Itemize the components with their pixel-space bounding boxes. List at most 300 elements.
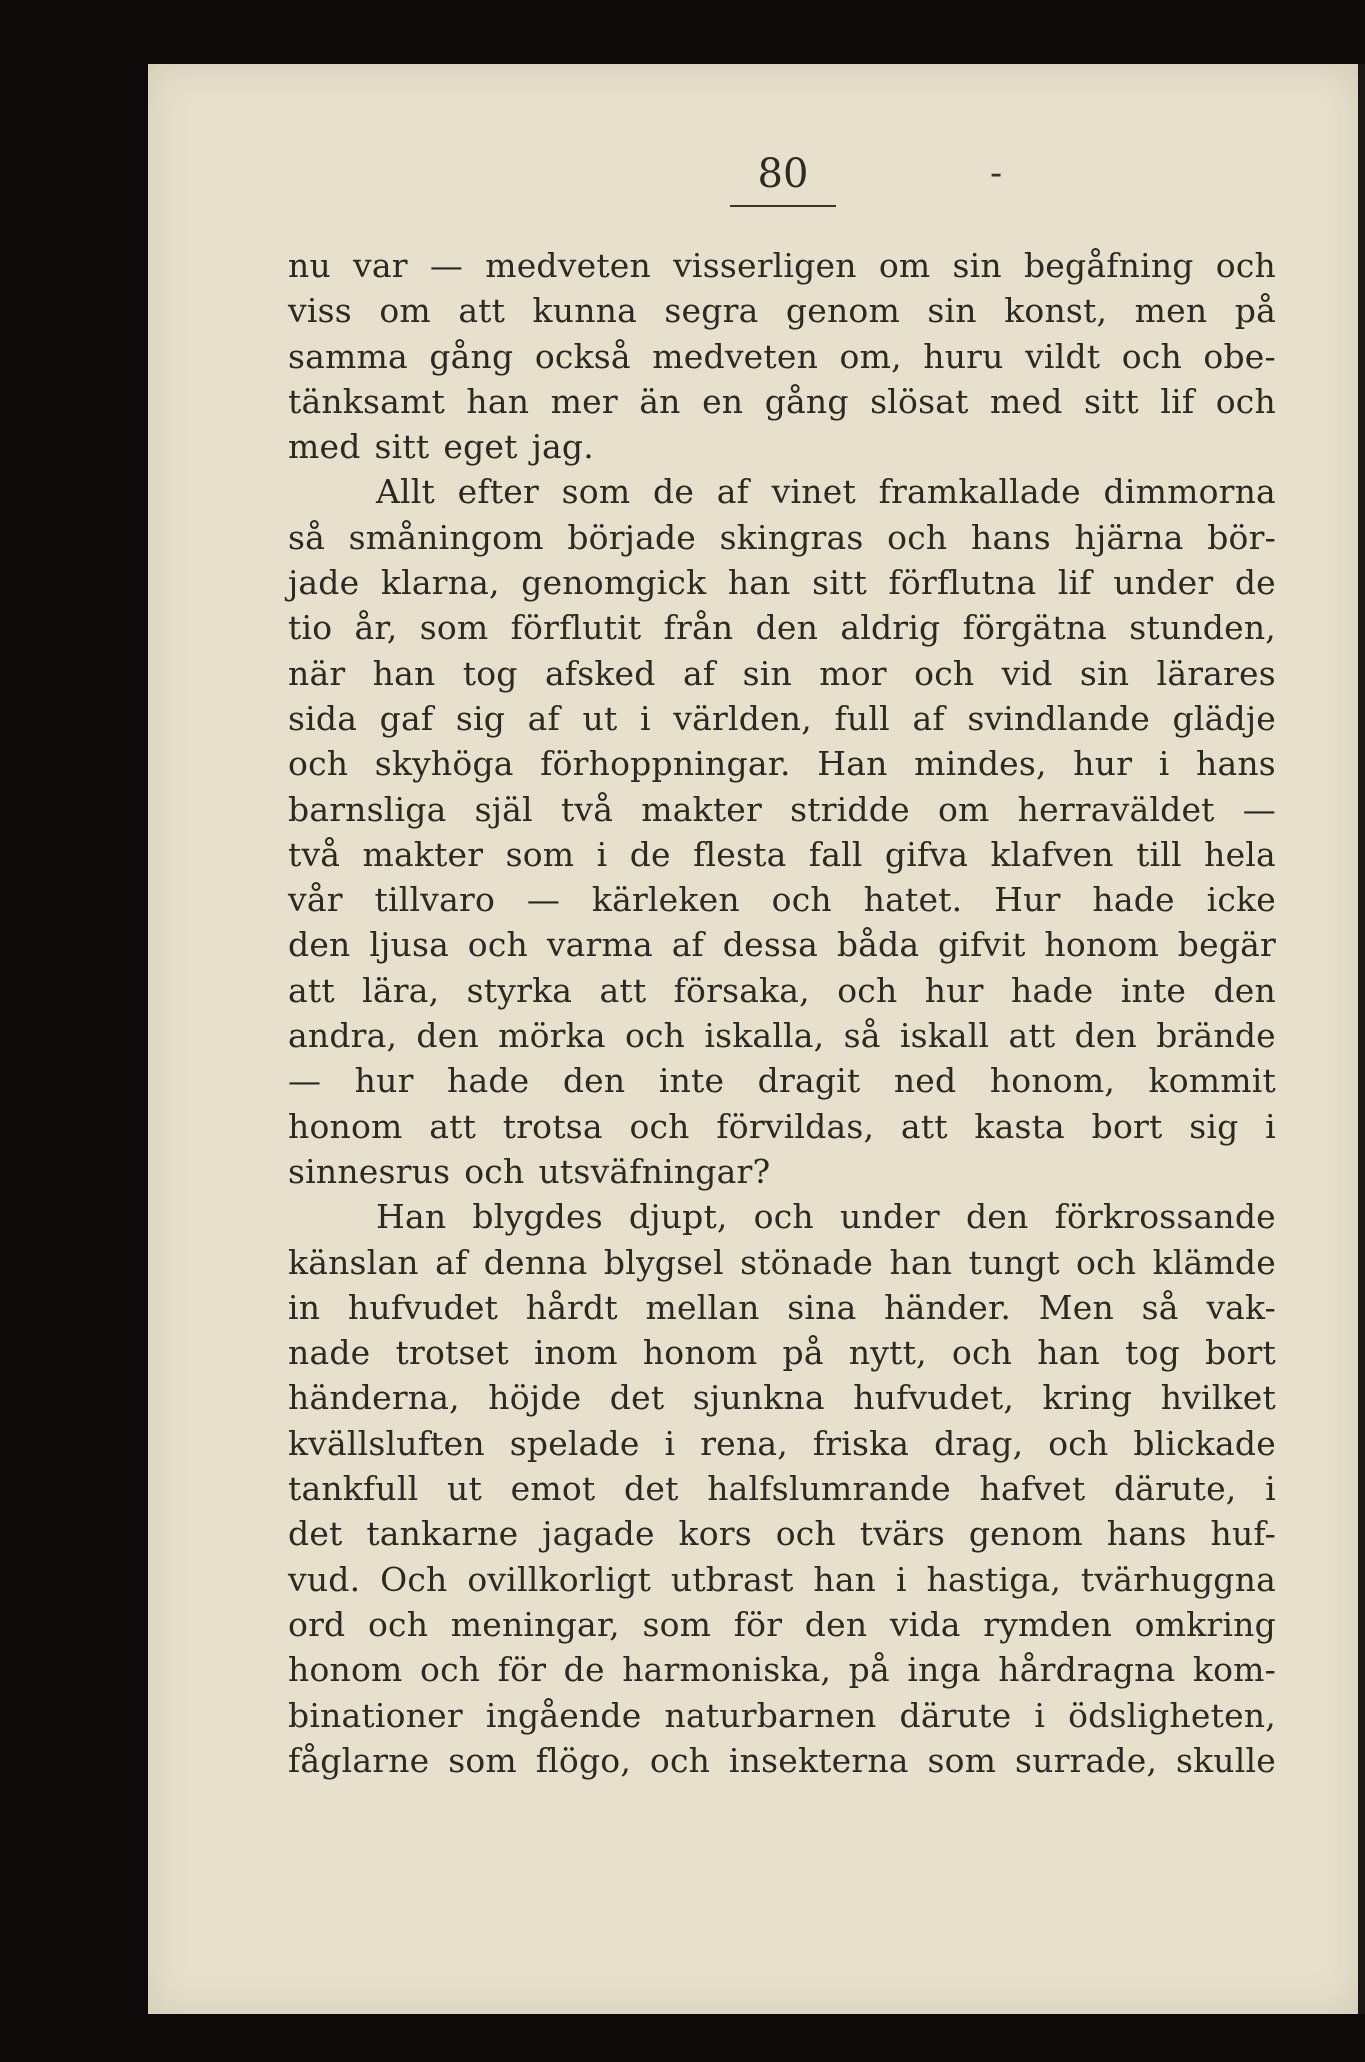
word: gaf <box>379 698 434 738</box>
word: hur <box>354 1061 414 1101</box>
body-text <box>288 243 1276 1783</box>
word: förhoppningar. <box>540 744 791 784</box>
word: klämde <box>1152 1242 1276 1282</box>
word: sig <box>455 698 506 738</box>
word: binationer <box>288 1695 463 1735</box>
word: slösat <box>870 381 969 421</box>
word: förgätna <box>962 608 1108 648</box>
word: af <box>435 1242 468 1282</box>
text-line <box>288 696 1276 741</box>
word: kors <box>678 1514 752 1554</box>
word: af <box>671 925 704 965</box>
word: den <box>562 1061 626 1101</box>
word: och <box>771 880 832 920</box>
word: gång <box>764 381 849 421</box>
word: rymden <box>983 1604 1113 1644</box>
word: utsväfningar? <box>538 1151 771 1191</box>
word: med <box>990 381 1063 421</box>
word: småningom <box>348 517 544 557</box>
word: sida <box>288 698 358 738</box>
word: naturbarnen <box>664 1695 877 1735</box>
word: flögo, <box>535 1740 632 1780</box>
word: år, <box>354 608 398 648</box>
word: och <box>649 1740 711 1780</box>
word: med <box>288 427 361 467</box>
word: insekterna <box>728 1740 909 1780</box>
word: nu <box>288 246 331 285</box>
word: kvällsluften <box>288 1423 485 1463</box>
word: därute <box>899 1695 1012 1735</box>
word: trotset <box>395 1333 509 1373</box>
text-line <box>288 968 1276 1013</box>
word: mer <box>550 381 618 421</box>
word: i <box>596 834 608 874</box>
page-dash-mark: - <box>990 153 1003 194</box>
word: så <box>843 1016 881 1056</box>
word: de <box>1234 563 1276 603</box>
word: bör- <box>1207 517 1276 557</box>
word: Hur <box>994 880 1061 920</box>
word: händerna, <box>288 1378 460 1418</box>
text-line <box>288 1375 1276 1420</box>
word: lif <box>1057 563 1092 603</box>
text-line <box>288 1058 1276 1103</box>
word: bort <box>1205 1333 1276 1373</box>
word: efter <box>457 472 539 512</box>
word: kring <box>1042 1378 1133 1418</box>
word: mellan <box>645 1287 760 1327</box>
word: tvärs <box>859 1514 946 1554</box>
word: — <box>288 1061 322 1101</box>
word: två <box>560 789 614 829</box>
word: hans <box>1196 744 1276 784</box>
word: drag, <box>934 1423 1024 1463</box>
word: hans <box>1106 1514 1187 1554</box>
word: friska <box>812 1423 910 1463</box>
word: som <box>448 1740 517 1780</box>
word: den <box>416 1016 479 1056</box>
text-line <box>288 605 1276 650</box>
word: inte <box>1120 970 1187 1010</box>
word: det <box>609 1378 665 1418</box>
word: obe- <box>1203 336 1276 376</box>
text-line <box>288 787 1276 832</box>
text-line <box>288 1104 1276 1149</box>
word: den <box>755 608 819 648</box>
word: i <box>639 698 651 738</box>
word: hade <box>447 1061 530 1101</box>
text-line <box>288 1738 1276 1783</box>
word: hårdragna <box>998 1650 1176 1690</box>
text-line <box>288 288 1276 333</box>
word: i <box>1158 744 1170 784</box>
word: herraväldet <box>1017 789 1215 829</box>
word: om <box>379 291 431 331</box>
word: mörka <box>498 1016 606 1056</box>
word: den <box>804 1604 868 1644</box>
text-line <box>288 1285 1276 1330</box>
word: hans <box>970 517 1051 557</box>
word: och <box>837 970 898 1010</box>
word: begåfning <box>1023 246 1194 285</box>
word: han <box>1037 1333 1100 1373</box>
text-line <box>288 560 1276 605</box>
word: tankarne <box>366 1514 519 1554</box>
word: huru <box>923 336 1004 376</box>
word: det <box>288 1514 343 1554</box>
word: konst, <box>1004 291 1108 331</box>
word: genom <box>968 1514 1083 1554</box>
word: full <box>834 698 890 738</box>
word: sin <box>742 653 792 693</box>
text-line <box>288 334 1276 379</box>
word: i <box>1265 1106 1276 1146</box>
word: och <box>914 653 975 693</box>
word: honom <box>288 1106 403 1146</box>
word: vud. <box>288 1559 361 1599</box>
word: vår <box>288 880 343 920</box>
word: den <box>965 1197 1029 1237</box>
word: af <box>527 698 560 738</box>
word: mindes, <box>914 744 1047 784</box>
word: om, <box>839 336 902 376</box>
word: omkring <box>1134 1604 1276 1644</box>
word: sina <box>787 1287 857 1327</box>
word: — <box>526 880 561 920</box>
word: han <box>813 1559 877 1599</box>
word: de <box>629 834 671 874</box>
word: kunna <box>532 291 637 331</box>
word: på <box>782 1333 824 1373</box>
word: ingående <box>485 1695 642 1735</box>
text-line <box>288 469 1276 514</box>
word: styrka <box>466 970 573 1010</box>
word: huf- <box>1210 1514 1276 1554</box>
word: höjde <box>488 1378 582 1418</box>
word: och <box>367 1604 429 1644</box>
text-line <box>288 1421 1276 1466</box>
word: tänksamt <box>288 381 445 421</box>
word: vid <box>1001 653 1053 693</box>
word: sin <box>1079 653 1130 693</box>
word: fåglarne <box>288 1740 430 1780</box>
text-line <box>288 1557 1276 1602</box>
word: iskall <box>899 1016 990 1056</box>
word: inga <box>907 1650 981 1690</box>
word: hatet. <box>863 880 963 920</box>
word: blygsel <box>603 1242 724 1282</box>
word: tankfull <box>288 1469 419 1509</box>
word: fall <box>808 834 863 874</box>
word: svindlande <box>967 698 1150 738</box>
word: och <box>1215 246 1276 285</box>
word: gifvit <box>938 925 1026 965</box>
word: från <box>663 608 734 648</box>
word: hade <box>1092 880 1175 920</box>
word: kommit <box>1148 1061 1276 1101</box>
word: Han <box>817 744 888 784</box>
text-line <box>288 1647 1276 1692</box>
word: sin <box>927 291 977 331</box>
word: honom, <box>989 1061 1116 1101</box>
word: och <box>775 1514 836 1554</box>
word: gifva <box>884 834 969 874</box>
word: ödsligheten, <box>1068 1695 1276 1735</box>
word: sitt <box>812 563 867 603</box>
word: sinnesrus <box>288 1151 451 1191</box>
word: två <box>288 834 341 874</box>
word: och <box>288 744 349 784</box>
word: halfslumrande <box>707 1469 951 1509</box>
word: in <box>288 1287 321 1327</box>
text-line <box>288 515 1276 560</box>
word: skyhöga <box>374 744 514 784</box>
text-line <box>288 424 1276 469</box>
word: — <box>429 246 464 285</box>
word: emot <box>510 1469 596 1509</box>
word: tog <box>462 653 518 693</box>
word: af <box>682 653 716 693</box>
text-line <box>288 1466 1276 1511</box>
word: tvärhuggna <box>1080 1559 1276 1599</box>
word: som <box>927 1740 997 1780</box>
word: hur <box>924 970 984 1010</box>
word: sin <box>952 246 1002 285</box>
text-line <box>288 1149 1276 1194</box>
word: glädje <box>1172 698 1276 738</box>
word: makter <box>641 789 762 829</box>
word: de <box>653 472 695 512</box>
word: därute, <box>1113 1469 1237 1509</box>
text-line <box>288 1511 1276 1556</box>
word: en <box>702 381 744 421</box>
word: i <box>1034 1695 1046 1735</box>
word: segra <box>664 291 759 331</box>
word: att <box>599 970 647 1010</box>
word: försaka, <box>673 970 810 1010</box>
word: och <box>1121 336 1182 376</box>
word: Han <box>376 1197 447 1237</box>
word: att <box>458 291 506 331</box>
word: utbrast <box>670 1559 794 1599</box>
word: nytt, <box>848 1333 927 1373</box>
word: tungt <box>968 1242 1060 1282</box>
word: förvildas, <box>716 1106 875 1146</box>
word: jade <box>288 563 360 603</box>
word: gång <box>429 336 514 376</box>
word: begär <box>1177 925 1276 965</box>
word: lära, <box>362 970 440 1010</box>
word: jag. <box>531 427 594 467</box>
text-line <box>288 877 1276 922</box>
word: så <box>288 517 326 557</box>
word: kärleken <box>591 880 740 920</box>
word: af <box>716 472 750 512</box>
word: jagade <box>542 1514 655 1554</box>
word: hjärna <box>1074 517 1184 557</box>
word: han <box>372 653 436 693</box>
word: visserligen <box>673 246 857 285</box>
word: var <box>353 246 408 285</box>
word: också <box>534 336 631 376</box>
word: de <box>563 1650 605 1690</box>
word: tio <box>288 608 333 648</box>
word: hufvudet <box>347 1287 499 1327</box>
word: hufvudet, <box>853 1378 1015 1418</box>
word: skulle <box>1175 1740 1276 1780</box>
word: tillvaro <box>374 880 496 920</box>
word: eget <box>443 427 518 467</box>
text-line <box>288 741 1276 786</box>
word: i <box>664 1423 676 1463</box>
word: Och <box>380 1559 448 1599</box>
word: — <box>1242 789 1276 829</box>
word: makter <box>362 834 484 874</box>
word: den <box>1074 1016 1137 1056</box>
word: än <box>639 381 681 421</box>
word: inom <box>533 1333 618 1373</box>
word: brände <box>1156 1016 1276 1056</box>
word: medveten <box>652 336 819 376</box>
word: denna <box>483 1242 588 1282</box>
word: för <box>497 1650 547 1690</box>
word: att <box>1008 1016 1056 1056</box>
word: skingras <box>719 517 864 557</box>
word: djupt, <box>628 1197 728 1237</box>
page-edge-shadow <box>1358 64 1365 2014</box>
word: som <box>642 1604 712 1644</box>
word: mor <box>819 653 887 693</box>
word: om <box>937 789 990 829</box>
word: hela <box>1204 834 1276 874</box>
word: på <box>1234 291 1276 331</box>
word: i <box>1265 1469 1276 1509</box>
word: dragit <box>757 1061 861 1101</box>
word: världen, <box>673 698 812 738</box>
word: sitt <box>374 427 430 467</box>
word: hafvet <box>979 1469 1086 1509</box>
word: förflutit <box>510 608 642 648</box>
word: meningar, <box>450 1604 620 1644</box>
word: barnsliga <box>288 789 447 829</box>
word: hvilket <box>1160 1378 1276 1418</box>
word: medveten <box>485 246 651 285</box>
page-number: 80 <box>757 151 809 197</box>
word: lif <box>1160 381 1195 421</box>
word: att <box>429 1106 477 1146</box>
word: vak- <box>1206 1287 1276 1327</box>
word: Allt <box>376 472 436 512</box>
word: och <box>1076 1242 1137 1282</box>
word: i <box>895 1559 907 1599</box>
word: den <box>1213 970 1276 1010</box>
word: honom <box>288 1650 403 1690</box>
text-line <box>288 1330 1276 1375</box>
word: afsked <box>544 653 656 693</box>
word: och <box>624 1016 686 1056</box>
word: aldrig <box>840 608 941 648</box>
word: viss <box>288 291 352 331</box>
text-line <box>288 1693 1276 1738</box>
word: och <box>753 1197 814 1237</box>
word: nade <box>288 1333 371 1373</box>
word: för <box>733 1604 783 1644</box>
word: flesta <box>693 834 787 874</box>
word: stridde <box>790 789 910 829</box>
word: började <box>567 517 697 557</box>
word: att <box>900 1106 948 1146</box>
word: som <box>505 834 575 874</box>
word: så <box>1141 1287 1179 1327</box>
word: när <box>288 653 346 693</box>
word: han <box>727 563 791 603</box>
word: på <box>848 1650 890 1690</box>
word: som <box>561 472 631 512</box>
text-line <box>288 1013 1276 1058</box>
word: ord <box>288 1604 346 1644</box>
word: händer. <box>884 1287 1012 1327</box>
word: stönade <box>740 1242 874 1282</box>
text-line <box>288 651 1276 696</box>
word: ovillkorligt <box>467 1559 652 1599</box>
word: trotsa <box>502 1106 603 1146</box>
word: samma <box>288 336 408 376</box>
word: ned <box>893 1061 957 1101</box>
word: det <box>624 1469 679 1509</box>
word: men <box>1134 291 1208 331</box>
word: ut <box>447 1469 482 1509</box>
text-line <box>288 1602 1276 1647</box>
word: sitt <box>1084 381 1139 421</box>
word: spelade <box>509 1423 640 1463</box>
page-number-rule <box>730 205 836 207</box>
word: surrade, <box>1014 1740 1158 1780</box>
word: hur <box>1073 744 1133 784</box>
word: tog <box>1125 1333 1180 1373</box>
word: om <box>878 246 931 285</box>
word: lärares <box>1156 653 1276 693</box>
text-line <box>288 832 1276 877</box>
text-line <box>288 1194 1276 1239</box>
word: och <box>464 1151 525 1191</box>
word: som <box>419 608 489 648</box>
word: ljusa <box>369 925 449 965</box>
word: känslan <box>288 1242 419 1282</box>
word: kom- <box>1192 1650 1276 1690</box>
word: varma <box>546 925 653 965</box>
word: dessa <box>722 925 818 965</box>
word: och <box>887 517 948 557</box>
word: genomgick <box>521 563 707 603</box>
word: framkallade <box>878 472 1081 512</box>
word: icke <box>1206 880 1276 920</box>
text-line <box>288 243 1276 288</box>
word: blickade <box>1133 1423 1276 1463</box>
word: honom <box>642 1333 758 1373</box>
word: hårdt <box>525 1287 618 1327</box>
word: under <box>839 1197 940 1237</box>
word: inte <box>658 1061 725 1101</box>
word: harmoniska, <box>622 1650 832 1690</box>
word: förflutna <box>888 563 1037 603</box>
word: och <box>467 925 528 965</box>
word: klarna, <box>380 563 500 603</box>
word: kasta <box>974 1106 1065 1146</box>
word: klafven <box>990 834 1114 874</box>
word: iskalla, <box>704 1016 825 1056</box>
word: blygdes <box>472 1197 603 1237</box>
word: förkrossande <box>1054 1197 1276 1237</box>
